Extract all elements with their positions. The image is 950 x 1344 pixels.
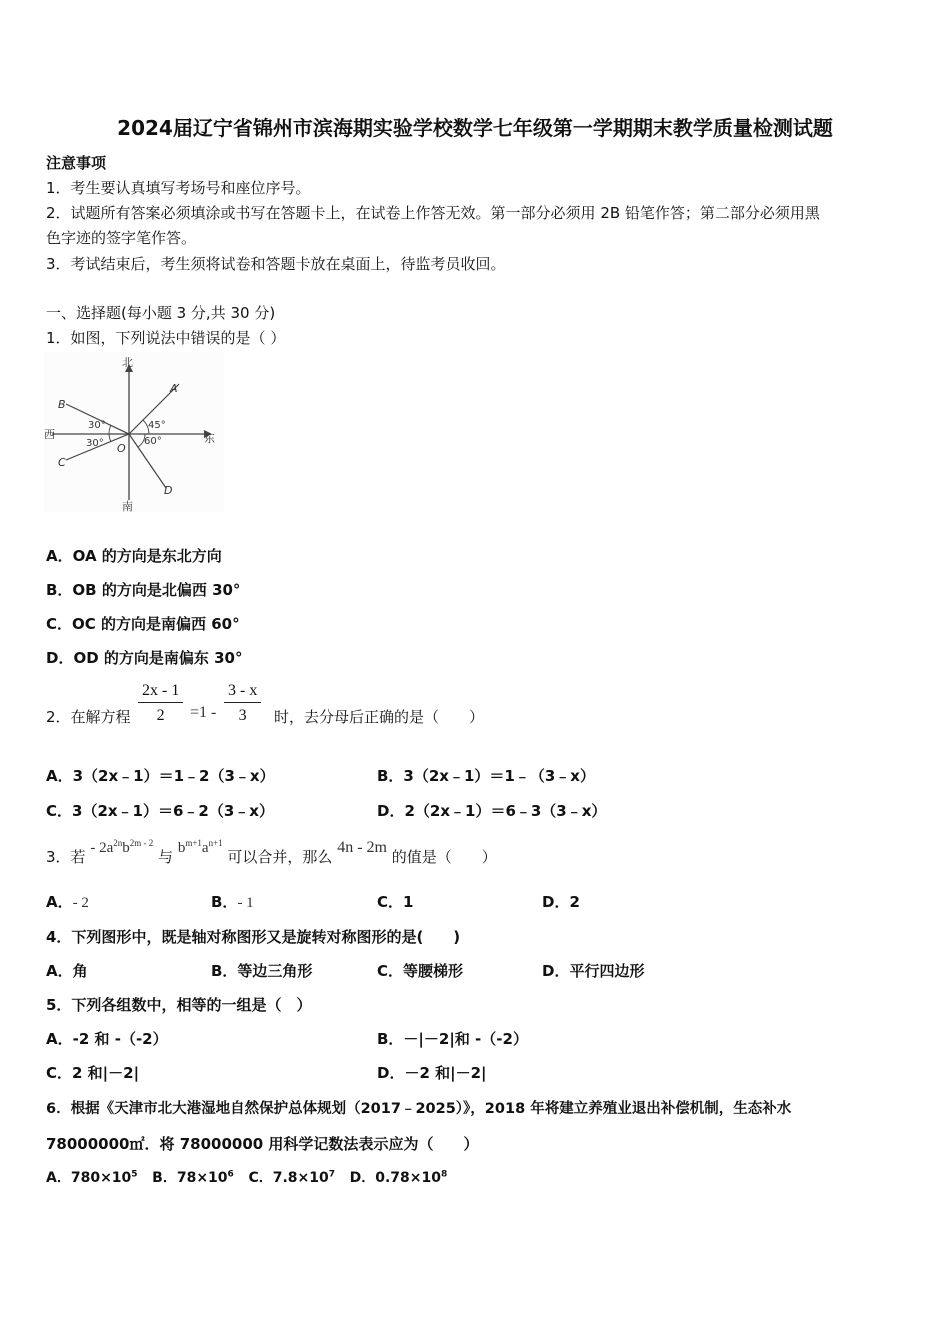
q6-option-d: D．$0.78\times 10^8$ [349,1169,448,1186]
q6-option-a: A．$780\times 10^5$ [46,1169,138,1186]
q3-term1: - $2a^{2n}b^{2m - 2}$ [90,838,154,856]
angle-a-label: 45° [148,420,166,431]
angle-c-label: 30° [86,438,104,449]
q1-option-d: D．OD 的方向是南偏东 30° [46,649,243,667]
q5-option-b: B．－|－2|和 -（-2） [377,1030,528,1048]
q6-option-b: B．$78\times 10^6$ [152,1169,234,1186]
q1-option-c: C．OC 的方向是南偏西 60° [46,615,240,633]
label-o: O [117,442,126,455]
q4-option-b: B．等边三角形 [211,962,313,980]
label-d: D [164,484,173,497]
q3-option-d: D．2 [542,893,580,911]
q3-option-c: C．1 [377,893,414,911]
q3-option-b: B．- 1 [211,893,254,911]
q4-stem: 4．下列图形中，既是轴对称图形又是旋转对称图形的是( ) [46,928,461,946]
note-item: 色字迹的签字笔作答。 [46,229,197,247]
q1-stem: 1．如图，下列说法中错误的是（ ） [46,329,286,347]
q3-and: 与 [158,848,174,866]
q3-term2: $b^{m+1}a^{n+1}$ [177,838,223,856]
label-b: B [58,398,66,411]
q2-option-a: A．3（2x﹣1）＝1﹣2（3﹣x） [46,767,275,785]
q1-option-a: A．OA 的方向是东北方向 [46,547,222,565]
notes-heading: 注意事项 [46,154,107,172]
q2-fraction-1 [138,682,183,725]
q3-middle: 可以合并，那么 [227,848,333,866]
q2-fraction-1-numerator: 2x - 1 [138,682,183,703]
q6-stem-line1: 6．根据《天津市北大港湿地自然保护总体规划（2017﹣2025）》，2018 年将建立养殖业退出补偿机制，生态补水 [46,1101,792,1117]
label-a: A [170,382,178,395]
q3-suffix: 的值是（ ） [391,848,497,866]
q2-option-b: B．3（2x﹣1）＝1﹣（3﹣x） [377,767,595,785]
q3-stem [46,838,497,867]
page-title: 2024届辽宁省锦州市滨海期实验学校数学七年级第一学期期末教学质量检测试题 [117,116,833,140]
q2-suffix: 时，去分母后正确的是（ ） [274,708,485,726]
q4-option-d: D．平行四边形 [542,962,645,980]
q3-expression: 4n - 2m [337,839,387,856]
q6-stem-line2: 78000000㎡．将 78000000 用科学记数法表示应为（ ） [46,1135,479,1153]
q5-stem: 5．下列各组数中，相等的一组是（ ） [46,996,312,1014]
q2-fraction-2-denominator: 3 [238,707,247,724]
q4-option-a: A．角 [46,962,88,980]
q3-option-a: A．- 2 [46,893,89,911]
q2-fraction-1-denominator: 2 [156,707,165,724]
angle-b-label: 30° [88,420,106,431]
q2-fraction-2 [224,682,261,725]
angle-d-label: 60° [144,436,162,447]
q5-option-c: C．2 和|－2| [46,1064,140,1082]
note-item: 3．考试结束后，考生须将试卷和答题卡放在桌面上，待监考员收回。 [46,255,506,273]
q2-equals: =1 - [190,704,217,721]
q6-option-c: C．$7.8\times 10^7$ [248,1169,335,1186]
note-item: 1．考生要认真填写考场号和座位序号。 [46,179,311,197]
q1-option-b: B．OB 的方向是北偏西 30° [46,581,241,599]
q2-option-d: D．2（2x﹣1）＝6﹣3（3﹣x） [377,802,607,820]
label-south: 南 [122,500,133,512]
compass-diagram [44,352,224,512]
q3-prefix: 3．若 [46,848,86,866]
note-item: 2．试题所有答案必须填涂或书写在答题卡上，在试卷上作答无效。第一部分必须用 2B 铅笔作答；第二部分必须用黑 [46,204,820,222]
label-west: 西 [44,428,55,441]
q5-option-d: D．－2 和|－2| [377,1064,487,1082]
q6-options [46,1167,447,1187]
q2-prefix: 2．在解方程 [46,708,131,726]
label-c: C [58,456,66,469]
section-heading: 一、选择题(每小题 3 分,共 30 分) [46,304,276,322]
label-east: 东 [204,432,215,445]
diagram-background [44,352,224,512]
q4-option-c: C．等腰梯形 [377,962,464,980]
q2-fraction-2-numerator: 3 - x [224,682,261,703]
label-north: 北 [122,356,133,369]
q2-option-c: C．3（2x﹣1）＝6﹣2（3﹣x） [46,802,274,820]
q5-option-a: A．-2 和 -（-2） [46,1030,168,1048]
